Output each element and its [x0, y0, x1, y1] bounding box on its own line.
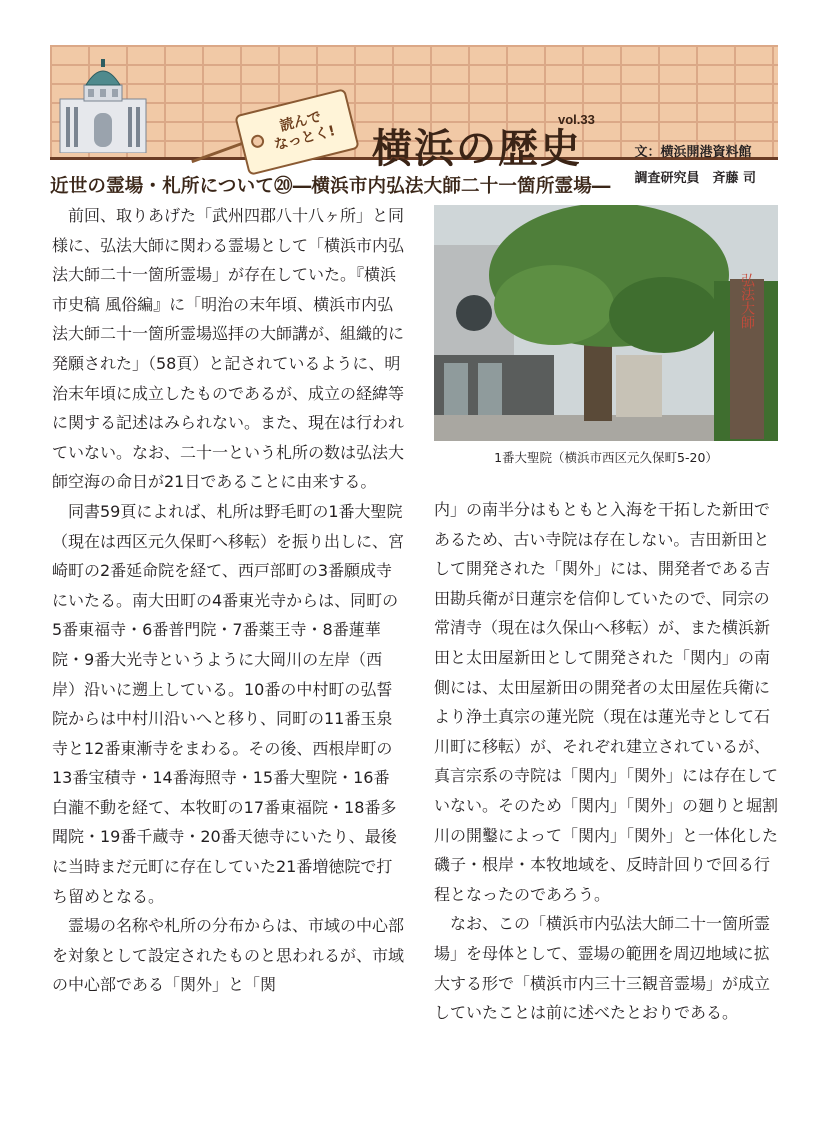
tag-hole	[250, 133, 266, 149]
header-banner	[50, 45, 778, 186]
stone-inscription: 弘法大師	[739, 273, 755, 329]
series-title: 横浜の歴史	[372, 125, 582, 172]
photo-caption: 1番大聖院（横浜市西区元久保町5-20）	[494, 450, 718, 465]
temple-photo	[434, 205, 778, 441]
badge-text: 読んで なっとく!	[272, 108, 337, 154]
article-title: 近世の霊場・札所について⑳―横浜市内弘法大師二十一箇所霊場―	[50, 176, 611, 197]
paragraph: 前回、取りあげた「武州四郡八十八ヶ所」と同様に、弘法大師に関わる霊場として「横浜市内弘法大師二十一箇所霊場」が存在していた。『横浜市史稿 風俗編』に「明治の末年頃、横浜市内弘法大師二十一箇所霊場巡拝の大師講が、組織的に発願された」（58頁）と記されているように、明治末年頃に成立したものであるが、成立の経緯等に関する記述はみられない。また、現在は行われていない。なお、二十一という札所の数は弘法大師空海の命日が21日であることに由来する。	[52, 206, 405, 492]
badge-tag	[234, 88, 360, 176]
tag-string	[191, 140, 248, 163]
byline	[634, 140, 756, 192]
paragraph: 同書59頁によれば、札所は野毛町の1番大聖院（現在は西区元久保町へ移転）を振り出しに、宮崎町の2番延命院を経て、西戸部町の3番願成寺にいたる。南大田町の4番東光寺からは、同町の5番東福寺・6番普門院・7番薬王寺・8番蓮華院・9番大光寺というように大岡川の左岸（西岸）沿いに遡上している。10番の中村町の弘誓院からは中村川沿いへと移り、同町の11番玉泉寺と12番東漸寺をまわる。その後、西根岸町の13番宝積寺・14番海照寺・15番大聖院・16番白瀧不動を経て、本牧町の17番東福院・18番多聞院・19番千蔵寺・20番天徳寺にいたり、最後に当時まだ元町に存在していた21番増徳院で打ち留めとなる。	[52, 501, 405, 906]
author-line-1: 文：横浜開港資料館	[634, 145, 752, 160]
temple-photo-illustration	[434, 205, 778, 441]
right-column	[434, 495, 778, 1028]
paragraph: 霊場の名称や札所の分布からは、市域の中心部を対象として設定されたものと思われるが、市域の中心部である「関外」と「関	[52, 916, 405, 995]
paragraph: なお、この「横浜市内弘法大師二十一箇所霊場」を母体として、霊場の範囲を周辺地域に拡大する形で「横浜市内三十三観音霊場」が成立していたことは前に述べたとおりである。	[434, 914, 771, 1023]
building-illustration	[54, 57, 152, 153]
author-line-2: 調査研究員 斉藤 司	[634, 171, 756, 186]
volume-label: vol.33	[558, 112, 595, 127]
paragraph: 内」の南半分はもともと入海を干拓した新田であるため、古い寺院は存在しない。吉田新田として開発された「関外」には、開発者である吉田勘兵衛が日蓮宗を信仰していたので、同宗の常清寺（現在は久保山へ移転）が、また横浜新田と太田屋新田として開発された「関内」の南側には、太田屋新田の開発者の太田屋佐兵衛により浄土真宗の蓮光院（現在は蓮光寺として石川町に移転）が、それぞれ建立されているが、真言宗系の寺院は「関内」「関外」には存在していない。そのため「関内」「関外」の廻りと堀割川の開鑿によって「関内」「関外」と一体化した磯子・根岸・本牧地域を、反時計回りで回る行程となったのであろう。	[434, 500, 779, 904]
left-column	[52, 201, 404, 1000]
